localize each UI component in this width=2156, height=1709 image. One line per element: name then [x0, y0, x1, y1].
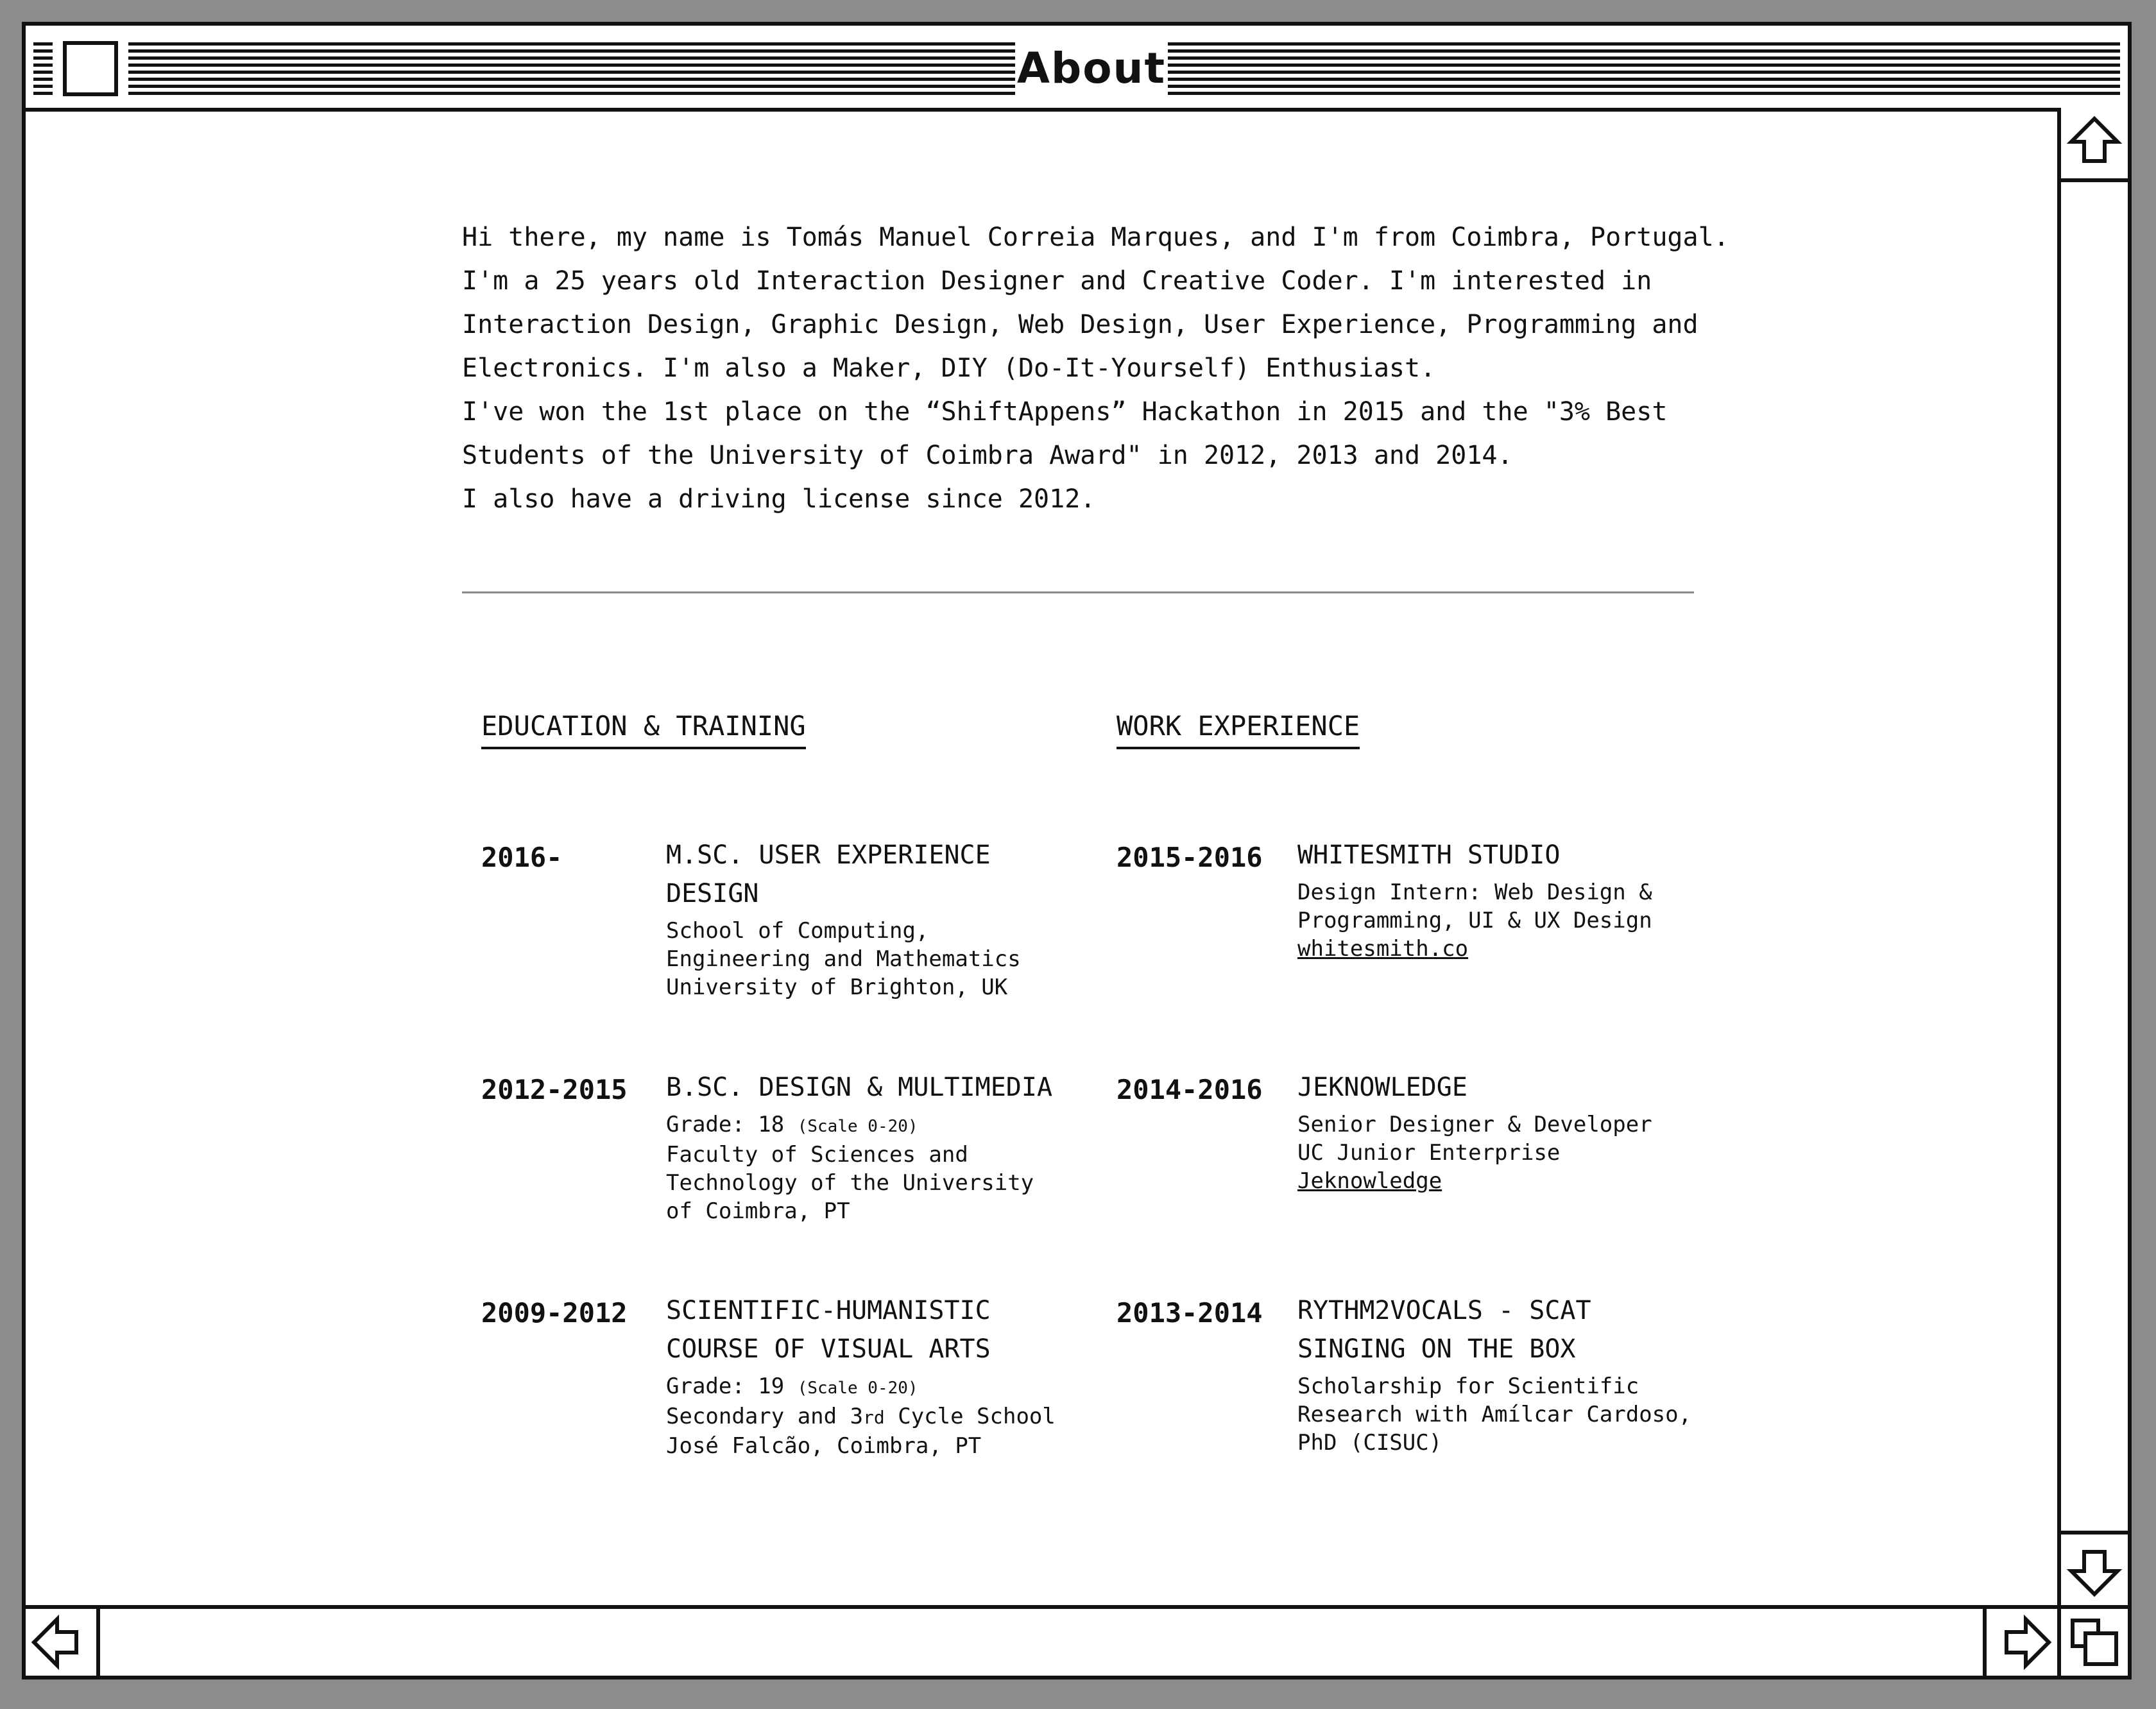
entry-title-line: WHITESMITH STUDIO	[1297, 840, 1561, 870]
entry-detail-line: Faculty of Sciences and	[666, 1142, 968, 1168]
grade-scale: (Scale 0-20)	[797, 1379, 918, 1398]
entry-detail-line: PhD (CISUC)	[1297, 1430, 1442, 1456]
work-year: 2015-2016	[1116, 842, 1263, 873]
entry-title-line: M.SC. USER EXPERIENCE	[666, 840, 991, 870]
entry-details	[666, 1110, 1115, 1225]
entry-detail-line: UC Junior Enterprise	[1297, 1140, 1561, 1166]
resize-grow-icon	[2061, 1609, 2128, 1676]
work-heading: WORK EXPERIENCE	[1116, 708, 1360, 749]
entry-detail-line: Design Intern: Web Design &	[1297, 880, 1652, 905]
education-year: 2012-2015	[481, 1074, 628, 1105]
intro-line: Students of the University of Coimbra Award" in 2012, 2013 and 2014.	[462, 441, 1513, 470]
grade-value: Grade: 19	[666, 1373, 785, 1399]
work-entry	[1297, 1068, 1747, 1195]
education-entry	[666, 836, 1115, 1001]
title-bar-stripes-right	[1168, 42, 2120, 95]
intro-line: Interaction Design, Graphic Design, Web Design, User Experience, Programming and	[462, 310, 1698, 339]
arrow-up-icon	[2061, 108, 2128, 178]
window-content	[26, 108, 2057, 1605]
horizontal-scrollbar[interactable]	[26, 1605, 2128, 1676]
entry-detail-line: Programming, UI & UX Design	[1297, 908, 1652, 933]
resize-grow-box[interactable]	[2057, 1609, 2128, 1676]
education-year: 2016-	[481, 842, 563, 873]
window-title: About	[1015, 42, 1168, 95]
intro-text	[462, 216, 1729, 521]
entry-title-line: JEKNOWLEDGE	[1297, 1073, 1467, 1102]
entry-detail-line: University of Brighton, UK	[666, 974, 1008, 1000]
work-year: 2014-2016	[1116, 1074, 1263, 1105]
entry-detail-line: Scholarship for Scientific	[1297, 1373, 1639, 1399]
scroll-left-button[interactable]	[26, 1609, 100, 1676]
work-year: 2013-2014	[1116, 1297, 1263, 1329]
entry-detail-line: School of Computing,	[666, 918, 929, 944]
grade-scale: (Scale 0-20)	[797, 1117, 918, 1136]
jeknowledge-link[interactable]: Jeknowledge	[1297, 1168, 1442, 1194]
entry-title	[1297, 1291, 1747, 1368]
entry-detail-line: Senior Designer & Developer	[1297, 1112, 1652, 1137]
arrow-down-icon	[2061, 1535, 2128, 1605]
education-entry	[666, 1291, 1115, 1460]
entry-detail-line: Engineering and Mathematics	[666, 946, 1021, 972]
education-entry	[666, 1068, 1115, 1225]
title-bar[interactable]	[26, 26, 2128, 112]
entry-title-line: B.SC. DESIGN & MULTIMEDIA	[666, 1073, 1053, 1102]
entry-title-line: RYTHM2VOCALS - SCAT	[1297, 1296, 1591, 1325]
entry-details	[666, 1372, 1115, 1460]
intro-line: Hi there, my name is Tomás Manuel Correia Marques, and I'm from Coimbra, Portugal.	[462, 223, 1729, 252]
divider	[462, 591, 1694, 593]
entry-title-line: SCIENTIFIC-HUMANISTIC	[666, 1296, 991, 1325]
detail-text: Cycle School	[884, 1404, 1056, 1429]
scroll-up-button[interactable]	[2061, 108, 2128, 182]
entry-title-line: SINGING ON THE BOX	[1297, 1334, 1576, 1364]
education-year: 2009-2012	[481, 1297, 628, 1329]
scroll-down-button[interactable]	[2061, 1531, 2128, 1605]
arrow-left-icon	[26, 1609, 96, 1676]
entry-title-line: COURSE OF VISUAL ARTS	[666, 1334, 991, 1364]
entry-details	[1297, 1372, 1747, 1457]
entry-detail-line	[666, 1402, 1115, 1432]
close-box-icon[interactable]	[63, 41, 118, 96]
intro-line: Electronics. I'm also a Maker, DIY (Do-It-Yourself) Enthusiast.	[462, 353, 1436, 383]
about-window	[22, 22, 2132, 1679]
intro-line: I've won the 1st place on the “ShiftAppens” Hackathon in 2015 and the "3% Best	[462, 397, 1668, 427]
entry-title	[666, 1068, 1115, 1107]
grade-value: Grade: 18	[666, 1112, 785, 1137]
intro-line: I also have a driving license since 2012.	[462, 484, 1096, 514]
entry-detail-line: Research with Amílcar Cardoso,	[1297, 1402, 1692, 1427]
entry-title	[666, 836, 1115, 913]
detail-text: Secondary and 3	[666, 1404, 864, 1429]
whitesmith-link[interactable]: whitesmith.co	[1297, 936, 1469, 962]
arrow-right-icon	[1987, 1609, 2057, 1676]
entry-details	[1297, 878, 1747, 963]
detail-ordinal: rd	[863, 1407, 885, 1428]
entry-title	[1297, 1068, 1747, 1107]
entry-grade	[666, 1372, 1115, 1402]
vertical-scrollbar[interactable]	[2057, 108, 2128, 1605]
work-entry	[1297, 836, 1747, 963]
entry-grade	[666, 1110, 1115, 1141]
entry-title	[1297, 836, 1747, 874]
entry-details	[666, 917, 1115, 1001]
title-bar-stripes-left	[33, 42, 1015, 95]
education-heading: EDUCATION & TRAINING	[481, 708, 806, 749]
entry-title	[666, 1291, 1115, 1368]
entry-detail-line: of Coimbra, PT	[666, 1198, 850, 1224]
scroll-right-button[interactable]	[1983, 1609, 2057, 1676]
intro-line: I'm a 25 years old Interaction Designer and Creative Coder. I'm interested in	[462, 266, 1652, 296]
entry-details	[1297, 1110, 1747, 1195]
entry-detail-line: Technology of the University	[666, 1170, 1034, 1196]
work-entry	[1297, 1291, 1747, 1457]
entry-detail-line: José Falcão, Coimbra, PT	[666, 1433, 982, 1459]
entry-title-line: DESIGN	[666, 879, 759, 908]
